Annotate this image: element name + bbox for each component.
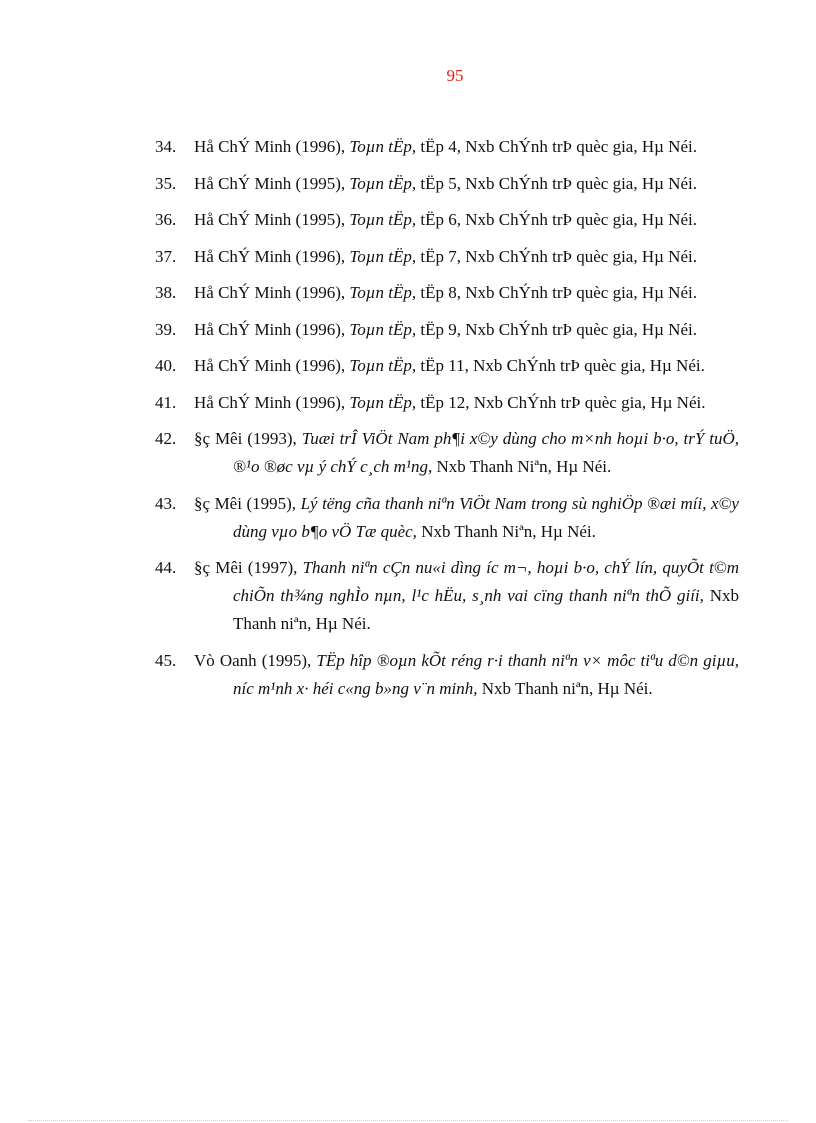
reference-number: 34. — [155, 137, 177, 156]
reference-item — [155, 490, 739, 546]
reference-number: 38. — [155, 283, 177, 302]
reference-publisher: Nxb Thanh Niªn, Hµ Néi. — [416, 521, 596, 541]
reference-publisher: tËp 5, Nxb ChÝnh trÞ quèc gia, Hµ Néi. — [416, 173, 697, 193]
reference-author-year: §ç Mêi (1995), — [194, 493, 301, 513]
reference-author-year: Hå ChÝ Minh (1996), — [194, 392, 350, 412]
reference-number: 44. — [155, 558, 177, 577]
page-number: 95 — [446, 66, 464, 85]
reference-list — [155, 133, 739, 711]
reference-publisher: tËp 9, Nxb ChÝnh trÞ quèc gia, Hµ Néi. — [416, 319, 697, 339]
reference-title: Toµn tËp, — [349, 173, 417, 193]
reference-publisher: tËp 8, Nxb ChÝnh trÞ quèc gia, Hµ Néi. — [416, 283, 697, 302]
reference-author-year: §ç Mêi (1993), — [194, 429, 302, 448]
reference-item — [155, 554, 739, 638]
reference-title: TËp hîp ®oµn kÕt réng r·i thanh niªn v× môc tiªu d©n giµu, níc m¹nh x· héi c«ng b»ng v¨n minh, — [233, 650, 740, 698]
reference-publisher: tËp 6, Nxb ChÝnh trÞ quèc gia, Hµ Néi. — [416, 210, 697, 229]
bottom-divider — [28, 1120, 788, 1121]
reference-item — [155, 389, 739, 417]
reference-title: Lý tëng cña thanh niªn ViÖt Nam trong sù nghiÖp ®æi míi, x©y dùng vµo b¶o vÖ Tæ quèc, — [233, 493, 739, 541]
reference-item — [155, 352, 739, 380]
reference-title: Toµn tËp, — [349, 137, 417, 156]
reference-title: Thanh niªn cÇn nu«i dìng íc m¬, hoµi b·o, chÝ lín, quyÕt t©m chiÕn th¾ng nghÌo nµn, l¹c hËu, s¸nh vai cïng thanh niªn thÕ giíi, — [233, 558, 739, 605]
reference-title: Toµn tËp, — [349, 283, 417, 302]
reference-author-year: §ç Mêi (1997), — [194, 558, 303, 577]
reference-title: Toµn tËp, — [349, 210, 417, 229]
reference-title: Toµn tËp, — [349, 319, 417, 339]
reference-number: 45. — [155, 650, 177, 670]
reference-title: Toµn tËp, — [349, 392, 417, 412]
reference-author-year: Hå ChÝ Minh (1996), — [194, 137, 350, 156]
reference-number: 35. — [155, 173, 177, 193]
reference-item — [155, 170, 739, 198]
reference-item — [155, 243, 739, 271]
reference-publisher: Nxb Thanh niªn, Hµ Néi. — [233, 586, 740, 633]
reference-title: Tuæi trÎ ViÖt Nam ph¶i x©y dùng cho m×nh hoµi b·o, trÝ tuÖ, ®¹o ®øc vµ ý chÝ c¸ch m¹ng, — [233, 429, 739, 476]
reference-publisher: tËp 11, Nxb ChÝnh trÞ quèc gia, Hµ Néi. — [416, 356, 705, 375]
reference-publisher: tËp 4, Nxb ChÝnh trÞ quèc gia, Hµ Néi. — [416, 137, 697, 156]
reference-author-year: Vò Oanh (1995), — [194, 650, 317, 670]
reference-item — [155, 279, 739, 307]
reference-author-year: Hå ChÝ Minh (1996), — [194, 319, 350, 339]
reference-author-year: Hå ChÝ Minh (1996), — [194, 246, 350, 266]
reference-number: 39. — [155, 319, 177, 339]
reference-item — [155, 206, 739, 234]
reference-title: Toµn tËp, — [349, 356, 417, 375]
reference-number: 36. — [155, 210, 177, 229]
reference-publisher: tËp 7, Nxb ChÝnh trÞ quèc gia, Hµ Néi. — [416, 246, 697, 266]
reference-author-year: Hå ChÝ Minh (1996), — [194, 283, 350, 302]
reference-title: Toµn tËp, — [349, 246, 417, 266]
reference-publisher: Nxb Thanh niªn, Hµ Néi. — [477, 678, 653, 698]
reference-publisher: Nxb Thanh Niªn, Hµ Néi. — [432, 457, 612, 476]
reference-item — [155, 425, 739, 481]
reference-item — [155, 133, 739, 161]
reference-author-year: Hå ChÝ Minh (1995), — [194, 210, 350, 229]
reference-number: 40. — [155, 356, 177, 375]
reference-item — [155, 647, 739, 703]
reference-number: 42. — [155, 429, 177, 448]
reference-item — [155, 316, 739, 344]
reference-number: 37. — [155, 246, 177, 266]
reference-number: 41. — [155, 392, 177, 412]
reference-number: 43. — [155, 493, 177, 513]
reference-publisher: tËp 12, Nxb ChÝnh trÞ quèc gia, Hµ Néi. — [416, 392, 706, 412]
reference-author-year: Hå ChÝ Minh (1996), — [194, 356, 350, 375]
reference-author-year: Hå ChÝ Minh (1995), — [194, 173, 350, 193]
